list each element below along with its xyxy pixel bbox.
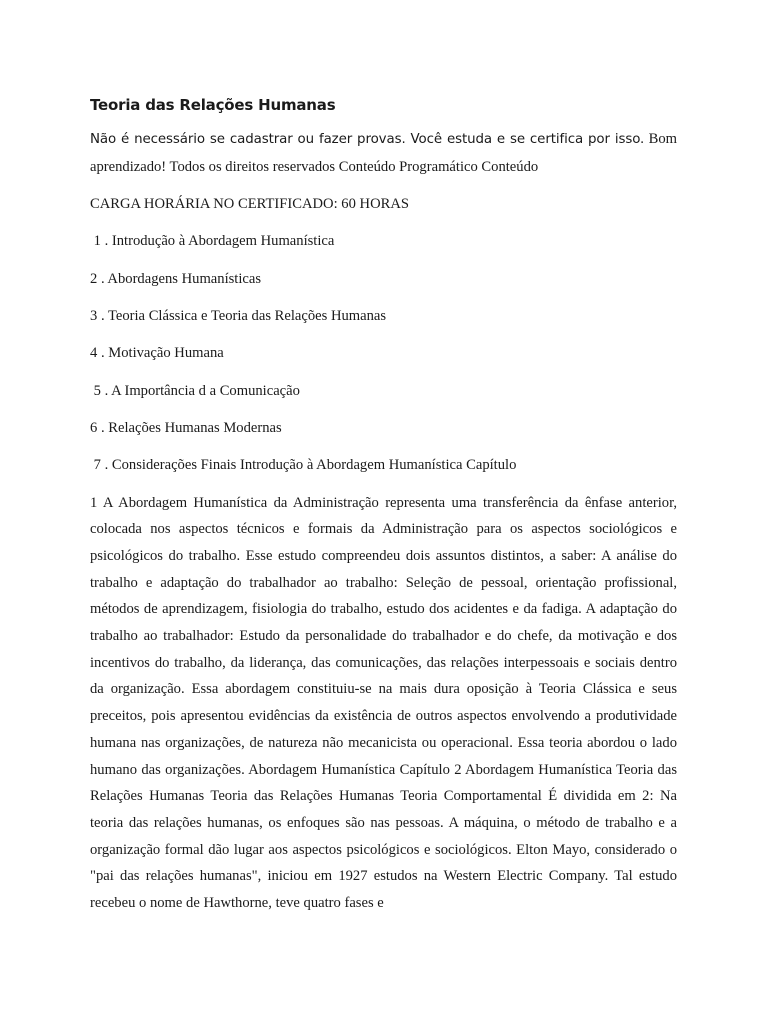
- body-paragraph: 1 A Abordagem Humanística da Administração representa uma transferência da ênfase anterior, colocada nos aspectos técnicos e formais da Administração para os aspectos sociológicos e psicológicos do trabalho. Esse estudo compreendeu dois assuntos distintos, a saber: A análise do trabalho e adaptação do trabalhador ao trabalho: Seleção de pessoal, orientação profissional, métodos de aprendizagem, fisiologia do trabalho, estudo dos acidentes e da fadiga. A adaptação do trabalho ao trabalhador: Estudo da personalidade do trabalhador e do chefe, da motivação e dos incentivos do trabalho, da liderança, das comunicações, das relações interpessoais e sociais dentro da organização. Essa abordagem constituiu-se na mais dura oposição à Teoria Clássica e seus preceitos, pois apresentou evidências da existência de outros aspectos envolvendo a produtividade humana nas organizações, de natureza não mecanicista ou operacional. Essa teoria abordou o lado humano das organizações. Abordagem Humanística Capítulo 2 Abordagem Humanística Teoria das Relações Humanas Teoria das Relações Humanas Teoria Comportamental É dividida em 2: Na teoria das relações humanas, os enfoques são nas pessoas. A máquina, o método de trabalho e a organização formal dão lugar aos aspectos psicológicos e sociológicos. Elton Mayo, considerado o "pai das relações humanas", iniciou em 1927 estudos na Western Electric Company. Tal estudo recebeu o nome de Hawthorne, teve quatro fases e: [90, 494, 677, 912]
- document-page: [90, 92, 677, 917]
- content-item: 7 . Considerações Finais Introdução à Abordagem Humanística Capítulo: [90, 457, 517, 474]
- content-item: 3 . Teoria Clássica e Teoria das Relações Humanas: [90, 308, 387, 325]
- intro-rest: Bom aprendizado! Todos os direitos reservados Conteúdo Programático Conteúdo: [90, 131, 678, 175]
- content-item: 2 . Abordagens Humanísticas: [90, 270, 262, 287]
- content-item: 5 . A Importância d a Comunicação: [90, 382, 300, 399]
- document-title: Teoria das Relações Humanas: [90, 96, 336, 114]
- intro-first-sentence: Não é necessário se cadastrar ou fazer provas. Você estuda e se certifica por isso.: [90, 132, 645, 147]
- content-item: 6 . Relações Humanas Modernas: [90, 419, 282, 436]
- workload-line: CARGA HORÁRIA NO CERTIFICADO: 60 HORAS: [90, 196, 410, 213]
- intro-paragraph: [90, 126, 677, 180]
- content-item: 1 . Introdução à Abordagem Humanística: [90, 233, 335, 250]
- content-item: 4 . Motivação Humana: [90, 345, 224, 362]
